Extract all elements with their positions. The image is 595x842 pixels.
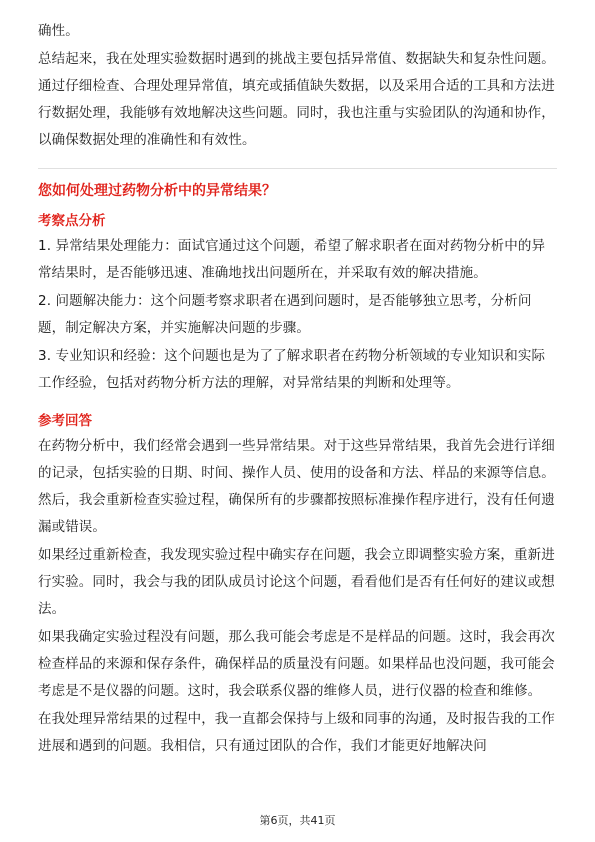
answer-paragraph-2: 如果经过重新检查，我发现实验过程中确实存在问题，我会立即调整实验方案，重新进行实验。同时，我会与我的团队成员讨论这个问题，看看他们是否有任何好的建议或想法。 xyxy=(38,547,555,617)
analysis-heading: 考察点分析 xyxy=(38,213,106,229)
answer-paragraph-3: 如果我确定实验过程没有问题，那么我可能会考虑是不是样品的问题。这时，我会再次检查样品的来源和保存条件，确保样品的质量没有问题。如果样品也没问题，我可能会考虑是不是仪器的问题。这时，我会联系仪器的维修人员，进行仪器的检查和维修。 xyxy=(38,629,555,699)
analysis-item-1: 1. 异常结果处理能力：面试官通过这个问题，希望了解求职者在面对药物分析中的异常结果时，是否能够迅速、准确地找出问题所在，并采取有效的解决措施。 xyxy=(38,238,546,281)
question-title: 您如何处理过药物分析中的异常结果？ xyxy=(38,183,276,199)
section-divider xyxy=(38,168,557,169)
page-number: 第6页，共41页 xyxy=(259,814,336,827)
answer-paragraph-1: 在药物分析中，我们经常会遇到一些异常结果。对于这些异常结果，我首先会进行详细的记录，包括实验的日期、时间、操作人员、使用的设备和方法、样品的来源等信息。然后，我会重新检查实验过程，确保所有的步骤都按照标准操作程序进行，没有任何遗漏或错误。 xyxy=(38,438,555,535)
analysis-item-2: 2. 问题解决能力：这个问题考察求职者在遇到问题时，是否能够独立思考，分析问题，制定解决方案，并实施解决问题的步骤。 xyxy=(38,293,532,336)
analysis-item-3: 3. 专业知识和经验：这个问题也是为了了解求职者在药物分析领域的专业知识和实际工作经验，包括对药物分析方法的理解，对异常结果的判断和处理等。 xyxy=(38,348,546,391)
answer-heading: 参考回答 xyxy=(38,413,92,429)
intro-paragraph-1: 确性。 xyxy=(38,23,79,39)
answer-paragraph-4: 在我处理异常结果的过程中，我一直都会保持与上级和同事的沟通，及时报告我的工作进展和遇到的问题。我相信，只有通过团队的合作，我们才能更好地解决问 xyxy=(38,711,555,754)
intro-paragraph-2: 总结起来，我在处理实验数据时遇到的挑战主要包括异常值、数据缺失和复杂性问题。通过仔细检查、合理处理异常值，填充或插值缺失数据，以及采用合适的工具和方法进行数据处理，我能够有效地解决这些问题。同时，我也注重与实验团队的沟通和协作，以确保数据处理的准确性和有效性。 xyxy=(38,51,555,148)
